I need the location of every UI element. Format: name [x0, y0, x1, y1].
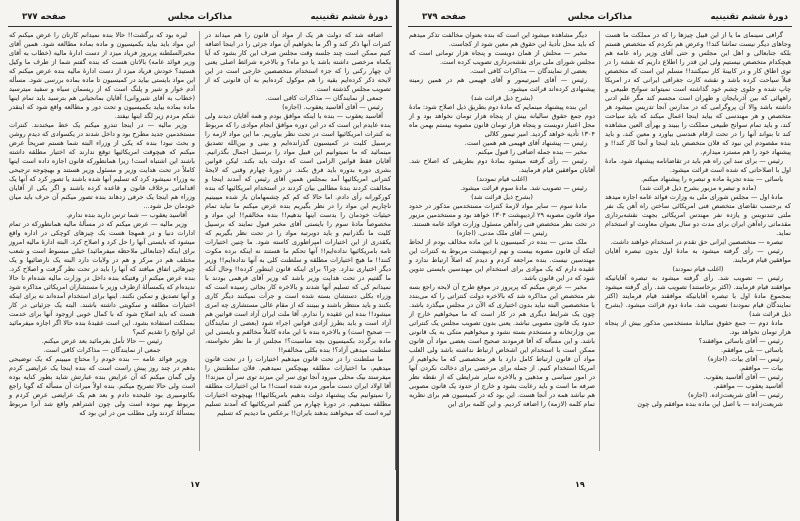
paragraph: جمعی از نمایندگان — مذاکرات کافی است. — [43, 346, 161, 354]
paragraph: مادهٔ دوم — جمع حقوق سالیانهٔ مستخدمین مذکور بیش از پنجاه هزار تومان نخواهد بود. — [605, 319, 791, 336]
paragraph: آقاسید یعقوب — بنده با اینکه موافق بودم و همه آقایان دیدند ولی بنده عایدم این است که در این دوره موافق انجام موادی را که مربوط به کنترات امریکائیها است در تحت نظر بیاوریم. ما این مواد لازمه را برسبیل کلیت در کمیسیون گذرانده‌ایم و بینی و بین‌الله تصدیق مینمائید که ما نمیتوانیم این قبیل مواد را برسبیل اجمال بگذرانیم. آقایان فقط قوانین الزامی است که دولت باید بکند. لیکن قوانین بشری دوره بدوره باید فرق بکند. در دورهٔ چهارم وقتی که لایحهٔ کنتراتی امریکائیها آمد بمجلس همین آقای رئیس که آمدند اینجا و مخالفت کردند بندهٔ مطالبی بیان کردند در استخدام امریکائیها که بنده کورکورانه رأی دادم. اما حالا که کم کم چشمهامان باز شده میبینیم ناچاریم این مواد را در نظر بگیریم بنده عرض میکنم ما نباید تمام حیثیات خودمان را بدست اینها بدهیم!! بنده مخالفم!! این مواد و مخصوصاً مادهٔ سوم را بایستی آقای مخبر قبول نمایند که برسبیل کلیت ما نگذرانیم و باید دوبرتبه مواد را در تحت نظر بگیریم که یکقدری از این اختیارات امپراطوری کاسته شود. ما چنین اختیارات تامه بامریکائیها نداده‌ایم!! آنها تحکم ما هستند نه اینکه برده مکوت کنند!! ما هیچ اختیارات مطلقه و سلطنت کلی به آنها نداده‌ایم!! وزیر دیگر اختیاری ندارد. چرا؟ برای اینکه قانون اینطور کرده!! وحال آنکه ما گفتیم در تحت هدایت وزیر باشد که وزیر آقای فرهمی بودند با نمیدانم کی که تسلیم آنها شدند و بالاخره کار بجائی رسیده است که وزراء بکلی دستشان بسته شده است و جرأت نمیکنند دیگر کاری بکنند و باید منتظر باشند و ببینند که از مقام عالی مستشاری چه امری میشود!! بنده این عقیده را ندارم. آقا ملت ایران آزاد است قوانین هم آزاد است و باید بطرز آزادی قوانین اجراء شود (بعضی از نمایندگان — صحیح است) و بالاخره بنده با این ماده کاملاً مخالفم و بایستی این ماده برگردد بکمیسیون بچه مناسبت؟! مجلس از ما نظر نخواسته، سلطنت میدهی آزاد؟! بنده بکلی مخالفم!! — [205, 112, 391, 354]
paragraph: بعضی از نمایندگان — مذاکرات کافی است. — [469, 67, 587, 75]
paragraph: مخبر — عرض میکنم که پریروز در موقع طرح آن لایحه راجع بسه نفر متخصص این مذاکره شد که بالاخره دولت کنتراتی را که می‌بندد با متخصصین البته نباید بدون اختیاری که الآن در مجلس میگذرد باشد. چون یک شرایط دیگری هم در کار است که ما میخواهیم خارج از حدود یک قانون مصوبی نباشد. یعنی بدون تصویب مجلس یک کنتراتی بین وزارتخانه و مستخدم بسته نشود و میخواهیم متکی به یک قانونی باشد. و این مسأله که آقا فرمودند صحیح است بعضی مواد آن قانون ممکن است با استخدام این اشخاص ارتباط نداشته باشد ولی الغلب مواد آن قانون ارتباط کامل دارد با هر متخصصی که ما بخواهیم از امریکا استخدام کنیم. از جمله برای مرخصی برای دخالت نکردن آنها در امور سیاسی و مذهبی و بالاخره سایر شرایطی که از نقطه نظر صرفه ما است و باید رعایت بشود و خارج از حدود یک قانون مصوبی هم نباشد همه در آنجا هست. این بود که در کمیسیون هم برای نظریه تمام کلمه (لازمه) را اضافه کردیم. و این کلمه برای این — [409, 283, 595, 408]
footer-page-number: ۱۷ — [190, 480, 200, 489]
paragraph: رئیس — برای سد این راه هم باید در تقاضانامه پیشنهاد شود. مادهٔ اول با اصلاحاتی که شده است قرائت میشود. — [605, 157, 791, 174]
paragraph: (بشرح ذیل قرائت شد) — [471, 193, 533, 201]
page-number: صفحه ۳۷۷ — [22, 12, 67, 22]
paragraph: بیات — موافقم. — [739, 364, 783, 372]
column-divider — [599, 31, 600, 451]
paragraph: رئیس — آقای آقاسید یعقوب. — [703, 373, 783, 381]
running-title: مذاکرات مجلس — [167, 12, 233, 22]
paragraph: رئیس — آقای یاسائی موافقند؟ — [698, 337, 783, 345]
running-title: مذاکرات مجلس — [567, 12, 633, 22]
paragraph: (بشرح ذیل قرائت شد) — [471, 94, 533, 102]
paragraph: یاسائی — بلی موافقم. — [721, 346, 783, 354]
session-label: دورهٔ ششم تقنینیه — [310, 12, 388, 22]
paragraph: دیگر مشاهده میشود این است که بنده بعنوان مخالفت تذکر میدهم که باید محل تأدیهٔ این حقوق هم معین شود از کجاست. — [409, 31, 595, 48]
paragraph: جمعی از نمایندگان — مذاکرات کافی است. — [265, 94, 383, 102]
session-label: دورهٔ ششم تقنینیه — [710, 12, 788, 22]
paragraph: اضافه شد که دولت هر یک از مواد آن قانون را هم میداند در کنترات آنها ذکر کند و اگر ما بخواهیم آن مواد جزئی را در اینجا اضافه کنیم ممکن است چند جلسه وقت مجلس صرف این کار بشود که آیا یکماه مرخصی داشته باشد یا دو ماه؟ و بالاخره شرائط اصلی یعنی آن چهار رکنی را که جزء استخدام متخصصین خارجی است در این لایحه ذکر کرده‌ایم بقیه را هم موکول کرده‌ایم به آن قانونی که از تصویب مجلس گذشته است. — [205, 31, 391, 93]
column-divider — [199, 31, 200, 451]
text-column-left — [409, 31, 595, 409]
paragraph: رئیس — آقای ملک مدنی. (اجازه) — [456, 229, 548, 237]
page-header — [8, 12, 392, 27]
paragraph: وزیر مالیه — عرض میکنم که در مسألهٔ مالیه همانطورکه در تمام ادارات دنیا و در همهجا هست یک چیزهای کوچکی در اداره واقع میشود که بایستی آنها را حل کرد و اصلاح کرد. البته ادارهٔ مالیه امروز برای اینکه (جنابعالی ملاحظه میفرمائید) خیلی مبسوط است و شعب مختلف هم در مرکز و هم در ولایات دارد البته یک نارضائیها و یک چیزهائی اتفاق میافتد که آنها را باید در تحت نظر گرفت و اصلاح کرد. بنده عرض میکنم از وقتیکه بنده داخل در وزارت مالیه شده‌ام تا حالا ندیده‌ام که یکمسألهٔ ازطرف وزیر با مستشاران امریکائی مذاکره شود و آنها تصدیق و تمکین نکنند. اینها برای استخدام آمده‌اند نه برای اینکه اختیارات مطلقه و سکویتی داشته باشند. البته یک جزئیاتی در کار هست که باید اصلاح شود که با کمال خوبی ازوجود آنها برای خدمت بمملکت استفاده بشود. این است عقیدهٔ بنده حالا اگر اجازه میفرمائید این لوایح را تقدیم کنم؟ — [9, 220, 195, 336]
paragraph: تبصره — متخصصین ایرانی حق تقدم در استخدام خواهند داشت. — [610, 238, 783, 246]
paragraph: وزیر مالیه — در اینجا تندرو میکنم یک خط میخندند. کنترات مستخدمین جدید مطرح بود و داخل شدند در یکسوادی که دیدم روشن و بحث نبود! بنده که یکی از وزراء البته شما هستم صریحاً عرض میکنم که هیچوقت امریکائیها توقع ندارند که اختیار مطلقه داشته باشند این اشتباه است! زیرا همانطورکه قانون اجازه داده است اینها کاملاً در تحت هدایت وزیر و مسئول وزیر هستند و بهیچوجه ترجیحی به وزراء نمیشود کرد که تسلیم آنها شده باشند یا تصور کرد که آنها یک اقداماتی برخلاف قانون و قاعده کرده باشند و اگر یکی از آقایان وزراء هم اینجا یک حرفی زدهاند بنده تصور میکنم آن حرف باید میان خودمان حل شود... — [9, 121, 195, 210]
paragraph: رئیس — رأی گرفته میشود به مادهٔ اول بدون تبصره آقایان موافقین قیام فرمایند. — [605, 247, 791, 264]
paragraph: رئیس — آقای آقاسید یعقوب. (اجازه) — [282, 103, 383, 111]
paragraph: رئیس — رأی گرفته میشود بمادهٔ دوم بطریقی که اصلاح شد. آقایان موافقین قیام فرمایند. — [409, 157, 595, 174]
paragraph: مخبر — بنده جمله اضافی را قبول میکنم. — [475, 148, 587, 156]
paragraph: ملک مدنی — بنده در کمیسیون با این ماده مخالف بودم از لحاظ اینکه آن قانون مصوبه بیست و نهم اردیبهشت مربوط به کنترات این مهندسین نیست. بنده مراجعه کردم و دیدم که اصلاً ارتباط ندارد و عقیده دارم که یک موادی برای استخدام این مهندسین بایستی تدوین شود که در این قانون باشد. — [409, 238, 595, 282]
paragraph: (ماده و تبصره مزبور بشرح ذیل قرائت شد) — [639, 184, 757, 192]
paragraph: وزیر فوائد عامه — بنده خودم را محتاج میبینم که یک توضیحی بدهم در چند روز پیش راست است که بنده اینجا یک عرایضی کردم ولی گمان میکنم که آن عرایض بنده عبارتش شاید بطور کنایه بوده است ولی حالا تصریح میکنم. بنده اولاً میراث آن مسأله که گویا راجع بکانومبیری بود علیحده دادم و بعد هم یک عرایضی عرض کردم و مربوط بهم نبوده است ولی چون اشتراهم واقع شد آنرا مربوط بمسألهٔ کردند ولی مطلب من در این بود که — [9, 355, 195, 417]
paragraph: ما سلطنت را در تحت قانون میدهیم اختیارات را در تحت قانون میدهیم، ما اختیارات مطلقه بهیچکس نمیدهیم. فلان سلطنتش را میفرستد بیک محلی میرود آنجا توی سر این میزند توی سر آن میزند!! آقا اولاد ایران دست مأمور مرده شده است!! ما این اختیارات مطلقه را نمیتوانیم بیک پیشنهاد دولت بدهیم بامریکائیها!! بهیچوجه اختیارات مطلقه نمیدهیم. در دورهٔ چهارم من گفتم امریکائیها که آمدند تسلیم لیره است که میخواهند بدهند بایران!! برعکس ما دیدیم که تسلیم — [205, 355, 391, 417]
page-number: صفحه ۳۷۹ — [422, 12, 467, 22]
footer-page-number: ۱۹ — [575, 480, 585, 489]
paragraph: (اغلب قیام نمودند) — [672, 265, 724, 273]
paragraph: این بنده پیشنهاد مینمایم که مادهٔ دوم بطریق ذیل اصلاح شود: مادهٔ دوم جمع حقوق سالیانه بیش از پنجاه هزار تومان نخواهد بود و از محل اعتبار دویست و پنجاه هزار تومان قانون مصوبه بیستم بهمن ماه ۱۳۰۴ تأدیه خواهد گردید. امیر تیمور کلالی — [409, 103, 595, 138]
paragraph: شریعت‌زاده — با اصل این ماده بنده موافقم ولی چون — [637, 400, 783, 408]
paragraph: رئیس — تصویب شد. مادهٔ سوم قرائت میشود. — [460, 184, 587, 192]
paragraph: آقاسید یعقوب — شما ترس دارید بنده ندارم. — [66, 211, 187, 219]
paragraph: رئیس — تصویب شد. رأی گرفته میشود به تبصره آقایانیکه موافقند قیام فرمایند. (اکثر برخاستند) تصویب شد. رأی گرفته میشود بمجموع مادهٔ اول با تبصره آقایانیکه موافقند قیام فرمایند (اکثر نمایندگان قیام نمودند) تصویب شد. مادهٔ دوم قرائت میشود. (بشرح ذیل قرائت شد) — [605, 274, 791, 318]
text-column-right — [205, 31, 391, 418]
paragraph: رئیس — آقای امیرتیمور و آقای فهیمی هم در همین زمینه پیشنهادی کرده‌اند قرائت میشود. — [409, 76, 595, 93]
paragraph: مخبر — محلش از همان دویست و پنجاه هزار تومانی است که مجلس شورای ملی برای نقشه‌برداری تصویب کرده است. — [409, 49, 595, 66]
paragraph: یاسائی — بنده تجزیهٔ ماده و تبصره را پیشنهاد میکنم. — [640, 175, 783, 183]
right-page — [400, 0, 800, 521]
text-column-left — [9, 31, 195, 418]
paragraph: گرافی سینمای ما یا از این قبیل چیزها را که در مملکت ما هست وجاهای دیگر نیست تماشا کند!! وعرض هم نکردم که متخصص هستم بلکه جنابعالی و اهل این مجلس و حتی آقای وزیر راه عامه هم هیچکدام متخصص نیستیم ولی این قدر را اطلاع داریم که نقشه را در توی اطاق کار و در کابینهٔ کار نمیکنند!! مسلم این است که متخصص قبلاً سیاحت کرده باشد و نقشه کارت جغرافی ایرانی که در امریکا چاپ شده و جلوی چشم خود گذاشته است نمیتواند سوانح طبیعی و راههائی که بین آذربایجان و طهران است مجسم کند مگر علم ادنی داشته باشد والا آن پروگرامی که در مدارس آنجا تدریس میشود هر متخصص و هر مهندسی که بیاید اینجا اعمال میکند که باید سیاحت کند، و باید تمام سوانح طبیعی مملکت را ببیند و بهرأی العین مشاهده کند تا بتواند آنها را در تحت ارقام هندسی بیاورد و معین کند، و باید بنده مقصودم این نبود که فلان متخصص باید اینجا و آنجا کار کند!! و پیشنهاد خود را هم مسترد میدارم. — [605, 31, 791, 156]
paragraph: رئیس — آقای بیات. (اجازه) — [707, 355, 783, 363]
paragraph: مادهٔ سوم — سایر مواد لازمهٔ کنترات مستخدمین مذکور در حدود مواد قانون مصوبه ۲۹ اردیبهشت ۱۳۰۴ خواهد بود و مستخدمین مزبور در تحت نظر متخصص فنی راه‌آهن مسئول وزارت فوائد عامه هستند. — [409, 202, 595, 228]
paragraph: رئیس — پیشنهاد آقای فهیمی هم همین است. — [464, 139, 587, 147]
text-column-right — [605, 31, 791, 409]
paragraph: رئیس — آقای شریعت‌زاده. (اجازه) — [687, 391, 783, 399]
paragraph: مادهٔ اول — مجلس شورای ملی به وزارت فوائد عامه اجازه میدهد که برحسب تقاضای متخصص فنی امریکائی ساختن راه آهن یک نفر ملتی تندنویس و یازده نفر مهندس امریکائی بجهت نقشه‌برداری مقدماتی راه‌آهن ایران برای مدت دو سال بعنوان معاونت او استخدام نماید. — [605, 193, 791, 237]
paragraph: رئیس — حالا تأمل بفرمائید بعد عرض میکنم. — [41, 337, 163, 345]
page-header — [408, 12, 792, 27]
paragraph: لیره بود که برگشت!! حالا بنده نمیدانم کارتان را عرض میکنم که این مواد باید بیاید بکمیسیون و ماده بماده مطالعه شود. همین آقای مخبرالسلطنه پریروز فریاد میزد از دست ادارهٔ مالیه (خطاب به آقای وزیر فوائد عامه) بالاتان هست که بنده گفتم شما از طرف ما وکیل هستید؟ خودش فریاد میزد از دست ادارهٔ مالیه بنده عرض میکنم که این مواد بایستی بیاید در کمیسیون تا ماده بماده بررسی شود. مسأله آدم خوار و شیر و پلنگ است که از ریسمان سیاه و سفید میترسید (خطاب به آقای شیروانی) آقایان بمانجیانی هم بترسید باید تمام اینها ماده بماده بیاید بکمیسیون و تحت دور و مطالعه واقع شود که اینقدر شکم مردم زیر لگد اینها نیفتد. — [9, 31, 195, 120]
paragraph: (اغلب قیام نمودند) — [476, 175, 528, 183]
book-spine-divider — [396, 0, 399, 521]
paragraph: آقاسید یعقوب — موافقم. — [713, 382, 783, 390]
